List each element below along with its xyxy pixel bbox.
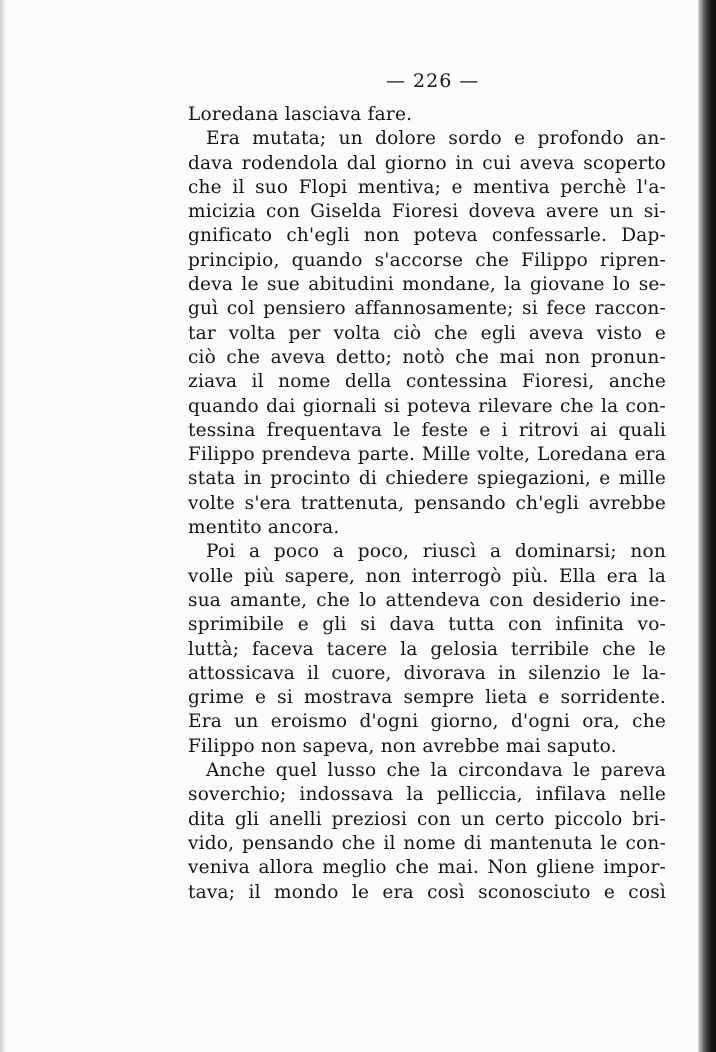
text-line: tava; il mondo le era così sconosciuto e così xyxy=(188,881,666,903)
text-line: Filippo prendeva parte. Mille volte, Loredana era xyxy=(188,444,666,466)
text-line: luttà; faceva tacere la gelosia terribile che le xyxy=(188,638,666,660)
text-line: mentito ancora. xyxy=(188,517,340,539)
text-line: ciò che aveva detto; notò che mai non pronun- xyxy=(188,346,666,368)
text-line: ziava il nome della contessina Fioresi, anche xyxy=(188,371,666,393)
text-line: deva le sue abitudini mondane, la giovane lo se- xyxy=(188,274,666,296)
text-line: dava rodendola dal giorno in cui aveva scoperto xyxy=(188,152,666,174)
text-line: soverchio; indossava la pelliccia, infilava nelle xyxy=(188,784,666,806)
text-line: Poi a poco a poco, riuscì a dominarsi; non xyxy=(206,541,666,563)
text-line: attossicava il cuore, divorava in silenzio le la- xyxy=(188,662,666,684)
text-line: tar volta per volta ciò che egli aveva visto e xyxy=(188,322,666,344)
text-line: tessina frequentava le feste e i ritrovi ai quali xyxy=(188,419,666,441)
text-line: stata in procinto di chiedere spiegazioni, e mille xyxy=(188,468,666,490)
text-line: Era mutata; un dolore sordo e profondo an- xyxy=(206,128,666,150)
text-line: guì col pensiero affannosamente; si fece raccon- xyxy=(188,298,666,320)
text-line: Loredana lasciava fare. xyxy=(188,104,413,125)
text-line: quando dai giornali si poteva rilevare che la con- xyxy=(188,395,666,417)
text-line: grime e si mostrava sempre lieta e sorridente. xyxy=(188,687,666,709)
text-line: Era un eroismo d'ogni giorno, d'ogni ora, che xyxy=(188,711,666,733)
text-line: gnificato ch'egli non poteva confessarle. Dap- xyxy=(188,225,666,247)
text-line: sua amante, che lo attendeva con desiderio ine- xyxy=(188,589,666,611)
page-left-edge xyxy=(0,0,6,1052)
page-binding-edge xyxy=(698,0,716,1052)
text-line: Filippo non sapeva, non avrebbe mai saputo. xyxy=(188,735,617,757)
text-line: Anche quel lusso che la circondava le pareva xyxy=(206,760,666,782)
text-line: volle più sapere, non interrogò più. Ella era la xyxy=(188,565,666,587)
text-line: principio, quando s'accorse che Filippo ripren- xyxy=(188,249,666,271)
text-line: sprimibile e gli si dava tutta con infinita vo- xyxy=(188,614,666,636)
text-line: vido, pensando che il nome di mantenuta le con- xyxy=(188,832,666,854)
text-line: micizia con Giselda Fioresi doveva avere un si- xyxy=(188,201,666,223)
text-line: che il suo Flopi mentiva; e mentiva perchè l'a- xyxy=(188,176,666,198)
text-line: veniva allora meglio che mai. Non gliene impor- xyxy=(188,857,666,879)
body-text xyxy=(188,103,666,905)
text-line: volte s'era trattenuta, pensando ch'egli avrebbe xyxy=(188,492,666,514)
page-number: — 226 — xyxy=(386,70,480,92)
text-line: dita gli anelli preziosi con un certo piccolo bri- xyxy=(188,808,666,830)
